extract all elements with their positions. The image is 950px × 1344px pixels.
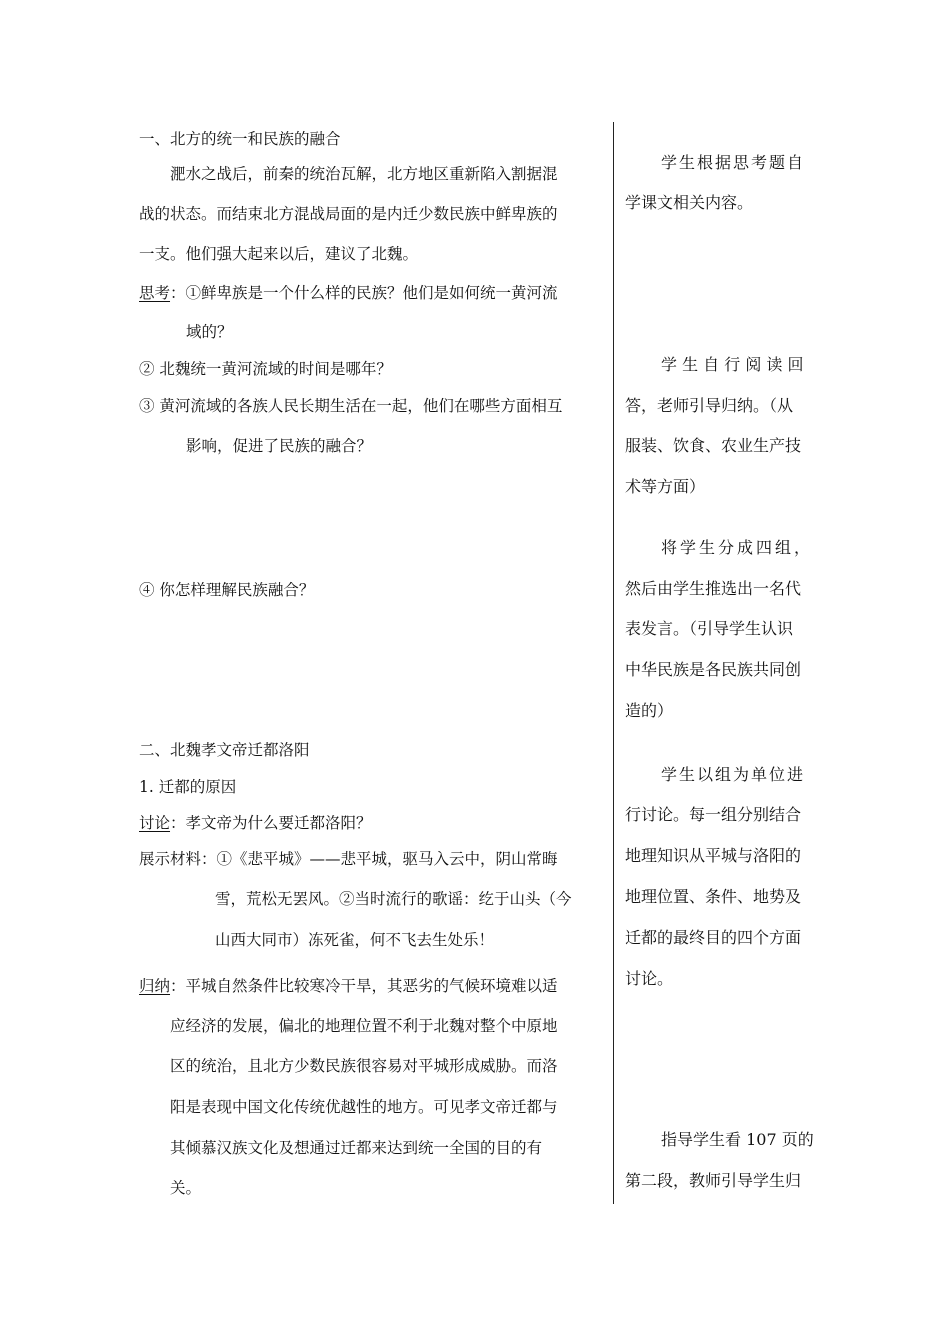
right-b1-line2: 学课文相关内容。 [625,193,754,212]
right-b4-line5: 迁都的最终目的四个方面 [625,928,802,947]
subsection-1: 1. 迁都的原因 [139,778,237,796]
think-label: 思考 [139,284,171,302]
q1-line2: 域的？ [186,323,233,341]
right-b4-line6: 讨论。 [625,969,674,988]
discuss-line [139,813,372,833]
right-b2-line1: 学 生 自 行 阅 读 回 [661,355,804,374]
discuss-text: ：孝文帝为什么要迁都洛阳？ [170,814,372,832]
section2-title: 二、北魏孝文帝迁都洛阳 [139,741,310,759]
think-colon: ： [170,284,186,302]
right-b4-line4: 地理位置、条件、地势及 [625,887,802,906]
q1-line1: ①鲜卑族是一个什么样的民族？他们是如何统一黄河流 [185,284,558,302]
q3-line2: 影响，促进了民族的融合？ [186,437,373,455]
right-b3-line4: 中华民族是各民族共同创 [625,660,802,679]
right-b3-line1: 将学生分成四组， [661,538,814,557]
summary-line3: 区的统治，且北方少数民族很容易对平城形成威胁。而洛 [170,1057,558,1075]
summary-line6: 关。 [170,1179,202,1197]
material-line1: 展示材料：①《悲平城》——悲平城，驱马入云中，阴山常晦 [139,850,558,868]
summary-text1: ：平城自然条件比较寒冷干旱，其恶劣的气候环境难以适 [170,977,558,995]
right-b4-line1: 学生以组为单位进 [661,765,806,784]
material-line2: 雪，荒松无罢风。②当时流行的歌谣：纥于山头（今 [215,890,572,908]
summary-label: 归纳 [139,977,171,995]
right-b4-line2: 行讨论。每一组分别结合 [625,805,802,824]
material-line3: 山西大同市）冻死雀，何不飞去生处乐！ [215,931,495,949]
question-4: ④ 你怎样理解民族融合？ [139,581,315,599]
summary-line1 [139,976,558,996]
right-b4-line3: 地理知识从平城与洛阳的 [625,846,802,865]
discuss-label: 讨论 [139,814,171,832]
right-b2-line3: 服装、饮食、农业生产技 [625,436,802,455]
question-2: ② 北魏统一黄河流域的时间是哪年？ [139,360,392,378]
think-question-1 [139,283,558,303]
right-b3-line5: 造的） [625,701,674,720]
right-b1-line1: 学生根据思考题自 [661,153,806,172]
right-b2-line2: 答，老师引导归纳。（从 [625,396,794,415]
para1-line1: 淝水之战后，前秦的统治瓦解，北方地区重新陷入割据混 [170,165,558,183]
summary-line2: 应经济的发展，偏北的地理位置不利于北魏对整个中原地 [170,1017,558,1035]
para1-line3: 一支。他们强大起来以后，建议了北魏。 [139,245,419,263]
summary-line5: 其倾慕汉族文化及想通过迁都来达到统一全国的目的有 [170,1139,543,1157]
section1-title: 一、北方的统一和民族的融合 [139,130,341,148]
right-b5-line2: 第二段，教师引导学生归 [625,1171,802,1190]
right-b3-line2: 然后由学生推选出一名代 [625,579,802,598]
para1-line2: 战的状态。而结束北方混战局面的是内迁少数民族中鲜卑族的 [139,205,558,223]
q3-line1: ③ 黄河流域的各族人民长期生活在一起，他们在哪些方面相互 [139,397,563,415]
summary-line4: 阳是表现中国文化传统优越性的地方。可见孝文帝迁都与 [170,1098,558,1116]
column-divider [613,122,614,1204]
right-b3-line3: 表发言。（引导学生认识 [625,619,794,638]
right-b5-line1: 指导学生看 107 页的 [661,1130,814,1149]
right-b2-line4: 术等方面） [625,477,706,496]
